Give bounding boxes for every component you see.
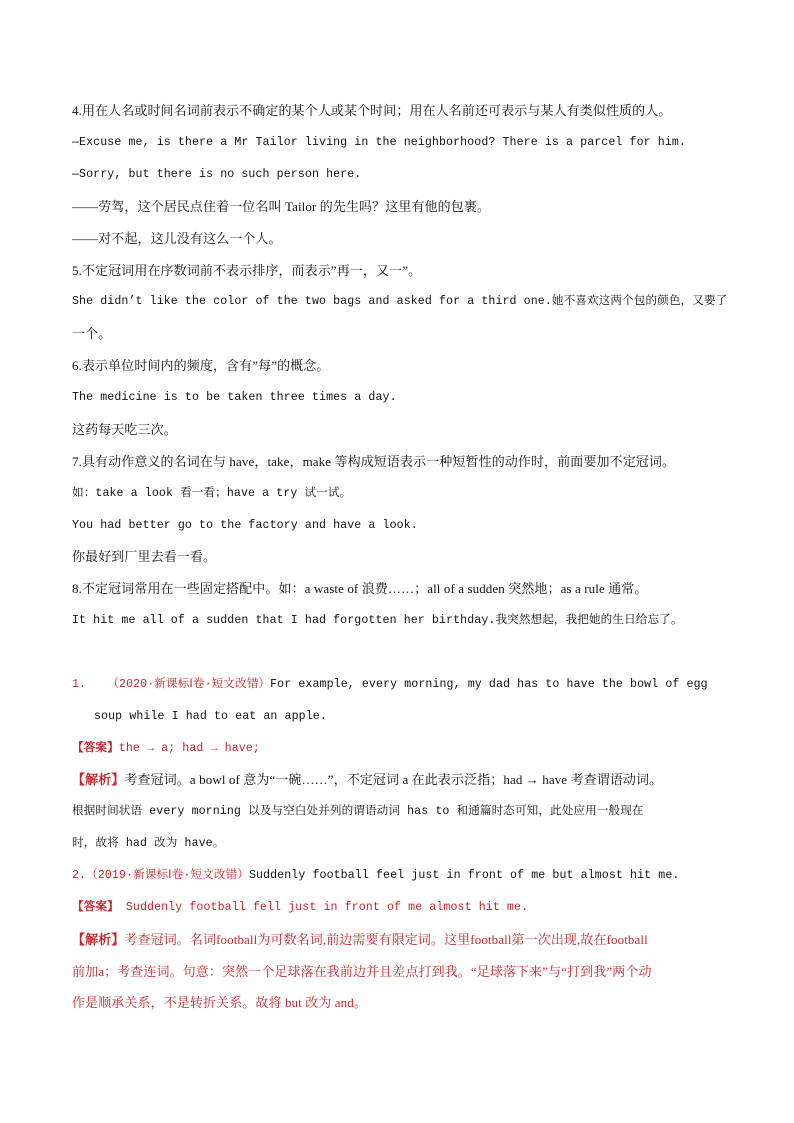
rule-7: 7.具有动作意义的名词在与 have，take，make 等构成短语表示一种短暂性的动作时，前面要加不定冠词。 bbox=[72, 454, 676, 469]
example-line: She didn’t like the color of the two bags and asked for a third one.她不喜欢这两个包的颜色，又要了 bbox=[72, 295, 728, 308]
analysis-tag: 【解析】 bbox=[72, 932, 125, 947]
translation-line: 你最好到厂里去看一看。 bbox=[72, 549, 217, 564]
example-line: 如：take a look 看一看；have a try 试一试。 bbox=[72, 487, 352, 500]
example-line: —Excuse me, is there a Mr Tailor living in the neighborhood? There is a parcel for him. bbox=[72, 136, 686, 149]
example-line: It hit me all of a sudden that I had forgotten her birthday.我突然想起，我把她的生日给忘了。 bbox=[72, 614, 683, 627]
rule-8: 8.不定冠词常用在一些固定搭配中。如：a waste of 浪费……；all of a sudden 突然地；as a rule 通常。 bbox=[72, 581, 648, 596]
question-text: Suddenly football feel just in front of me but almost hit me. bbox=[248, 869, 680, 882]
answer-tag: 【答案】 bbox=[72, 901, 119, 914]
example-line: —Sorry, but there is no such person here. bbox=[72, 168, 362, 181]
analysis-line: 时，故将 had 改为 have。 bbox=[72, 837, 225, 850]
answer-line bbox=[72, 898, 734, 918]
question-number: 2. bbox=[72, 869, 87, 882]
analysis-line: 作是顺承关系，不是转折关系。故将 but 改为 and。 bbox=[72, 995, 367, 1010]
translation-line: 这药每天吃三次。 bbox=[72, 422, 177, 437]
answer-line bbox=[72, 739, 734, 759]
rule-5: 5.不定冠词用在序数词前不表示排序，而表示”再一，又一”。 bbox=[72, 263, 422, 278]
example-line: You had better go to the factory and have a look. bbox=[72, 519, 418, 532]
answer-text: Suddenly football fell just in front of me almost hit me. bbox=[118, 901, 529, 914]
analysis-line bbox=[72, 930, 734, 950]
analysis-tag: 【解析】 bbox=[72, 772, 125, 787]
analysis-line: 前加a；考查连词。句意：突然一个足球落在我前边并且差点打到我。“足球落下来”与“打到我”两个动 bbox=[72, 964, 652, 979]
analysis-text: 考查冠词。a bowl of 意为“一碗……”，不定冠词 a 在此表示泛指；had → have 考查谓语动词。 bbox=[124, 772, 663, 787]
rule-6: 6.表示单位时间内的频度，含有”每”的概念。 bbox=[72, 358, 330, 373]
translation-line: ——劳驾，这个居民点住着一位名叫 Tailor 的先生吗？这里有他的包裹。 bbox=[72, 199, 491, 214]
analysis-line: 根据时间状语 every morning 以及与空白处并列的谓语动词 has to 和通篇时态可知，此处应用一般现在 bbox=[72, 805, 644, 818]
translation-line: 一个。 bbox=[72, 326, 112, 341]
question-2 bbox=[72, 866, 734, 886]
analysis-text: 考查冠词。名词football为可数名词,前边需要有限定词。这里football第一次出现,故在football bbox=[124, 932, 648, 947]
answer-tag: 【答案】 bbox=[72, 742, 119, 755]
analysis-line bbox=[72, 770, 734, 790]
question-source: （2020·新课标Ⅰ卷·短文改错） bbox=[107, 678, 271, 691]
translation-line: ——对不起，这儿没有这么一个人。 bbox=[72, 231, 282, 246]
question-text: soup while I had to eat an apple. bbox=[94, 710, 327, 723]
example-line: The medicine is to be taken three times a day. bbox=[72, 391, 397, 404]
question-1 bbox=[72, 675, 734, 695]
question-number: 1. bbox=[72, 678, 87, 691]
rule-4: 4.用在人名或时间名词前表示不确定的某个人或某个时间；用在人名前还可表示与某人有类似性质的人。 bbox=[72, 103, 672, 118]
question-source: （2019·新课标Ⅰ卷·短文改错） bbox=[86, 869, 249, 882]
answer-text: the → a; had → have; bbox=[118, 742, 260, 755]
question-text: For example, every morning, my dad has to have the bowl of egg bbox=[270, 678, 708, 691]
